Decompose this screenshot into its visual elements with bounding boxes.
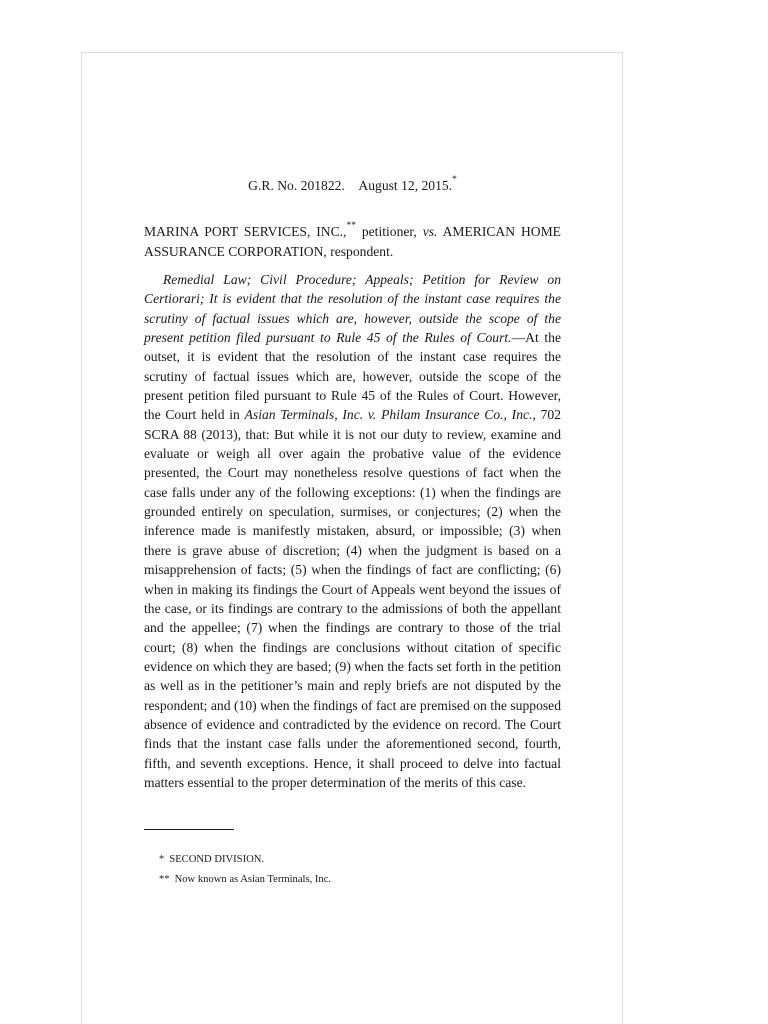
decision-date: August 12, 2015. (358, 178, 453, 193)
footnote-item (159, 870, 561, 890)
footnotes (144, 850, 561, 890)
respondent-name: AMERICAN HOME ASSURANCE CORPORATION, (144, 224, 561, 259)
case-parties (144, 222, 561, 261)
petitioner-footnote-mark: ** (346, 221, 356, 232)
case-header (144, 177, 561, 195)
footnote-item (159, 850, 561, 870)
syllabus-headnote: Remedial Law; Civil Procedure; Appeals; Petition for Review on Certiorari; It is evident that the resolution of the instant case requires the scrutiny of factual issues which are, however, outside the scope of the present petition filed pursuant to Rule 45 of the Rules of Court. (144, 272, 561, 346)
case-number: G.R. No. 201822. (248, 178, 345, 193)
syllabus-body-part1: At the outset, it is evident that the resolution of the instant case requires the scrutiny of factual issues which are, however, outside the scope of the present petition filed pursuant to Rule 45 of the Rules of Court. However, the Court held in (144, 330, 561, 423)
footnote-mark: * (159, 854, 165, 866)
cited-case: Asian Terminals, Inc. v. Philam Insurance Co., Inc. (244, 407, 533, 423)
syllabus-body-part2: , 702 SCRA 88 (2013), that: But while it is not our duty to review, examine and evaluate or weigh all over again the probative value of the evidence presented, the Court may nonetheless resolve questions of fact when the case falls under any of the following exceptions: (1) when the findings are grounded entirely on speculation, surmises, or conjectures; (2) when the inference made is manifestly mistaken, absurd, or impossible; (3) when there is grave abuse of discretion; (4) when the judgment is based on a misapprehension of facts; (5) when the findings of fact are conflicting; (6) when in making its findings the Court of Appeals went beyond the issues of the case, or its findings are contrary to the admissions of both the appellant and the appellee; (7) when the findings are contrary to those of the trial court; (8) when the findings are conclusions without citation of specific evidence on which they are based; (9) when the facts set forth in the petition as well as in the petitioner’s main and reply briefs are not disputed by the respondent; and (10) when the findings of fact are premised on the supposed absence of evidence and contradicted by the evidence on record. The Court finds that the instant case falls under the aforementioned second, fourth, fifth, and seventh exceptions. Hence, it shall proceed to delve into factual matters essential to the proper determination of the merits of this case. (144, 407, 561, 790)
date-footnote-mark: * (452, 175, 457, 186)
footnote-divider (144, 829, 234, 830)
syllabus-paragraph (144, 270, 561, 792)
syllabus-dash: — (511, 330, 526, 346)
versus-label: vs. (422, 224, 438, 239)
footnote-mark: ** (159, 874, 170, 886)
petitioner-name: MARINA PORT SERVICES, INC., (144, 224, 347, 239)
footnote-text: Now known as Asian Terminals, Inc. (174, 874, 332, 886)
footnote-text: SECOND DIVISION. (169, 854, 265, 866)
respondent-role: respondent. (330, 243, 394, 259)
petitioner-role: petitioner, (361, 224, 417, 239)
document-page (81, 52, 623, 1024)
page-content (144, 177, 561, 890)
